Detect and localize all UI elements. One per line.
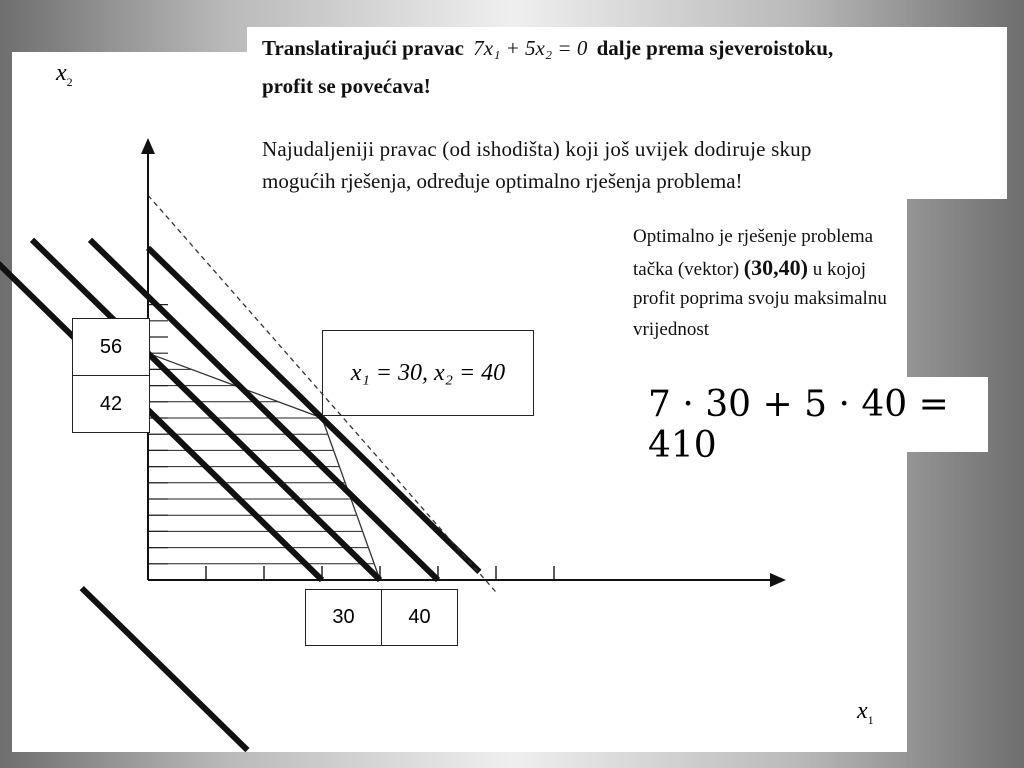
note-line-2-start: tačka (vektor) xyxy=(633,259,740,280)
y-tick-box-56: 56 xyxy=(72,318,150,376)
paragraph-line-2: mogućih rješenja, određuje optimalno rješenja problema! xyxy=(262,169,743,193)
optimum-point xyxy=(320,416,325,421)
note-line-1: Optimalno je rješenje problema xyxy=(633,226,874,247)
objective-line-c-210 xyxy=(0,240,322,580)
y-axis-arrow xyxy=(141,138,155,154)
objective-equation: 7x₁ + 5x₂ = 0 xyxy=(473,36,588,60)
y-tick-box-42: 42 xyxy=(72,375,150,433)
objective-line-c--90 xyxy=(82,588,248,750)
note-line-2-end: u kojoj xyxy=(812,259,866,280)
y-axis-label: $x_2$ xyxy=(56,60,73,89)
paragraph-line-1: Najudaljeniji pravac (od ishodišta) koji još uvijek dodiruje skup xyxy=(262,137,812,161)
heading-line-2: profit se povećava! xyxy=(262,74,431,98)
note-line-2 xyxy=(633,255,866,281)
solution-box: x₁ = 30, x₂ = 40 xyxy=(322,330,534,416)
heading-start: Translatirajući pravac xyxy=(262,36,465,60)
x-tick-box-40: 40 xyxy=(381,589,458,646)
x-axis-label: $x_1$ xyxy=(857,698,874,727)
x-tick-box-30: 30 xyxy=(305,589,382,646)
profit-calculation: 7 · 30 + 5 · 40 = 410 xyxy=(648,384,949,466)
heading-end: dalje prema sjeveroistoku, xyxy=(596,36,834,60)
x-axis-arrow xyxy=(770,573,786,587)
heading-line-1 xyxy=(262,36,833,61)
optimal-point: (30,40) xyxy=(743,255,808,280)
note-line-4: vrijednost xyxy=(633,319,709,340)
note-line-3: profit poprima svoju maksimalnu xyxy=(633,288,887,309)
